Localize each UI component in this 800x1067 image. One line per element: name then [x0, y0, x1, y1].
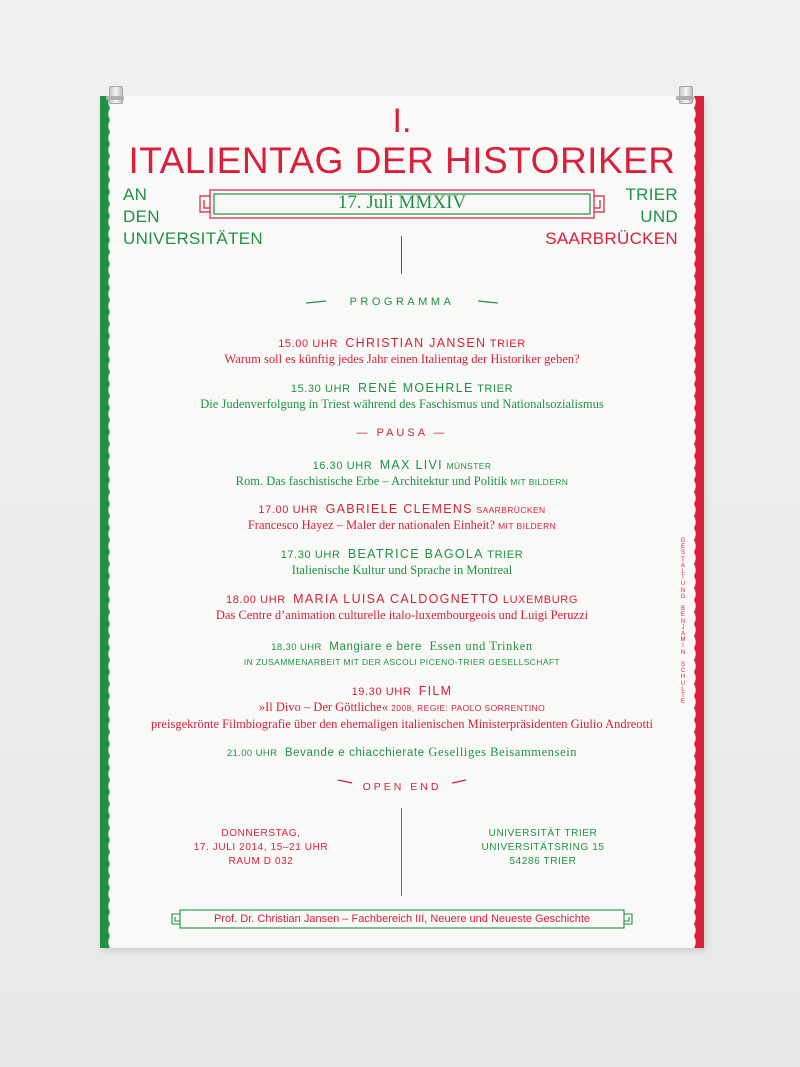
talk-time: 15.30 UHR — [290, 383, 351, 395]
speaker-place: LUXEMBURG — [502, 594, 578, 606]
program-item — [110, 592, 694, 623]
program-item-film — [110, 684, 694, 732]
talk-title: Italienische Kultur und Sprache in Montreal — [291, 563, 513, 577]
speaker-name: MARIA LUISA CALDOGNETTO — [293, 592, 500, 606]
address-line: UNIVERSITÄT TRIER — [488, 828, 598, 839]
right-subtitle-line: UND — [640, 207, 678, 226]
program-item — [110, 547, 694, 578]
divider-line-bottom — [401, 808, 402, 896]
talk-note: MIT BILDERN — [498, 521, 557, 531]
poster — [100, 96, 704, 948]
talk-title: Rom. Das faschistische Erbe – Architektur und Politik — [235, 474, 508, 488]
film-title: »Il Divo – Der Göttliche« — [258, 700, 388, 714]
talk-time: 19.30 UHR — [351, 686, 412, 698]
talk-time: 18.00 UHR — [226, 594, 286, 606]
left-subtitle-line: DEN — [123, 207, 160, 226]
date-line: 17. JULI 2014, 15–21 UHR — [193, 842, 329, 853]
talk-title: Die Judenverfolgung in Triest während des Faschismus und Nationalsozialismus — [200, 397, 604, 411]
program-item — [110, 458, 694, 490]
divider-line-top — [401, 236, 402, 274]
address-line: UNIVERSITÄTSRING 15 — [481, 842, 605, 853]
event-name: Bevande e chiacchierate — [284, 747, 425, 759]
speaker-place: TRIER — [477, 383, 514, 395]
talk-time: 16.30 UHR — [312, 460, 373, 472]
event-description: Essen und Trinken — [429, 639, 533, 653]
speaker-place: SAARBRÜCKEN — [476, 505, 546, 515]
talk-title: Das Centre d’animation culturelle italo-luxembourgeois und Luigi Peruzzi — [215, 608, 589, 622]
event-description: Geselliges Beisammensein — [428, 745, 578, 759]
pausa-heading: — PAUSA — — [356, 427, 448, 439]
edition-numeral: I. — [392, 102, 412, 140]
talk-time: 21.00 UHR — [226, 748, 278, 759]
address-details — [458, 827, 628, 869]
event-name: Mangiare e bere — [329, 641, 423, 653]
poster-title: ITALIENTAG DER HISTORIKER — [128, 140, 676, 181]
speaker-name: GABRIELE CLEMENS — [325, 502, 473, 516]
open-end-heading — [332, 772, 472, 798]
pausa-label: PAUSA — [376, 427, 428, 439]
date-line: DONNERSTAG, — [221, 828, 301, 839]
film-meta: 2008, REGIE: PAOLO SORRENTINO — [391, 703, 546, 713]
talk-time: 15.00 UHR — [278, 338, 339, 350]
program-item — [110, 502, 694, 534]
talk-note: MIT BILDERN — [510, 477, 569, 487]
program-item — [110, 381, 694, 412]
date-details — [176, 827, 346, 869]
program-item — [110, 336, 694, 367]
talk-title: Warum soll es künftig jedes Jahr einen Italientag der Historiker geben? — [224, 352, 580, 366]
left-subtitle-line: AN — [123, 185, 148, 204]
speaker-name: RENÉ MOEHRLE — [358, 381, 474, 395]
organizer-line: Prof. Dr. Christian Jansen – Fachbereich III, Neuere und Neueste Geschichte — [213, 913, 591, 925]
program-item-bevande — [110, 745, 694, 761]
speaker-place: MÜNSTER — [446, 461, 492, 471]
red-wavy-edge — [694, 96, 704, 948]
program-item-mangiare — [110, 639, 694, 667]
programma-heading — [300, 291, 504, 319]
green-wavy-edge — [100, 96, 110, 948]
speaker-place: TRIER — [489, 338, 526, 350]
speaker-name: MAX LIVI — [379, 458, 443, 472]
right-subtitle-line: SAARBRÜCKEN — [545, 229, 678, 248]
event-date: 17. Juli MMXIV — [337, 192, 467, 213]
speaker-name: BEATRICE BAGOLA — [347, 547, 484, 561]
right-subtitle-line: TRIER — [625, 185, 678, 204]
left-subtitle-line: UNIVERSITÄTEN — [123, 229, 263, 248]
programma-label: PROGRAMMA — [349, 296, 455, 308]
talk-time: 17.30 UHR — [280, 549, 341, 561]
event-note: IN ZUSAMMENARBEIT MIT DER ASCOLI PICENO-TRIER GESELLSCHAFT — [243, 657, 561, 667]
speaker-name: CHRISTIAN JANSEN — [345, 336, 487, 350]
talk-time: 18.30 UHR — [271, 642, 322, 653]
date-line: RAUM D 032 — [228, 856, 294, 867]
design-credit: G E S T A L T U N G · B E N J A M I N S C H U L T E — [680, 538, 686, 706]
talk-time: 17.00 UHR — [258, 504, 319, 516]
address-line: 54286 TRIER — [509, 856, 577, 867]
event-name: FILM — [418, 684, 453, 698]
speaker-place: TRIER — [487, 549, 524, 561]
open-end-label: OPEN END — [362, 781, 442, 793]
film-description: preisgekrönte Filmbiografie über den ehemaligen italienischen Ministerpräsidenten Giulio Andreotti — [151, 717, 653, 731]
talk-title: Francesco Hayez – Maler der nationalen Einheit? — [247, 518, 495, 532]
